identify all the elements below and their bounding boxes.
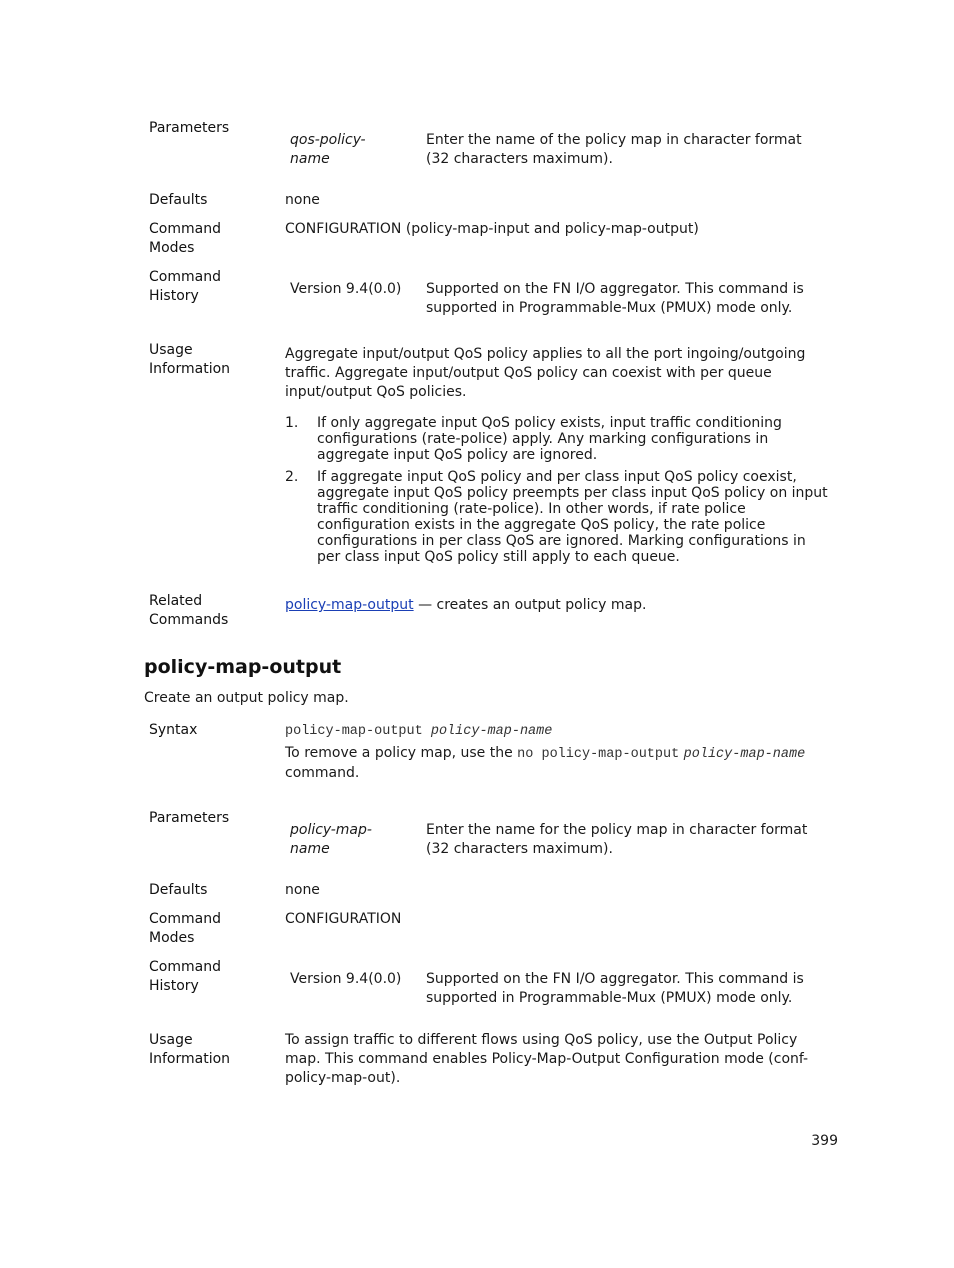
command-modes-value: CONFIGURATION (policy-map-input and policy-map-output) xyxy=(285,221,699,237)
section-intro: Create an output policy map. xyxy=(144,690,349,706)
syntax-command xyxy=(285,722,830,741)
list-item-number: 1. xyxy=(285,415,299,431)
list-item-text: If aggregate input QoS policy and per class input QoS policy coexist, aggregate input QoS policy preempts per class input QoS policy on input traffic conditioning (rate-police). In other words, if rate police configuration exists in the aggregate QoS policy, the rate police configurations in per class QoS are ignored. Marking configurations in per class input QoS policy still apply to each queue. xyxy=(317,469,828,565)
list-item-number: 2. xyxy=(285,469,299,485)
command-history-label: Command History xyxy=(149,269,221,304)
command-modes-label: Command Modes xyxy=(149,911,221,946)
remove-suffix: command. xyxy=(285,765,360,781)
syntax-cmd: policy-map-output xyxy=(285,724,423,739)
parameters-label: Parameters xyxy=(149,810,230,826)
related-description: — creates an output policy map. xyxy=(413,597,647,613)
defaults-label: Defaults xyxy=(149,882,208,898)
policy-map-output-link[interactable]: policy-map-output xyxy=(285,597,414,613)
param-description: Enter the name for the policy map in character format (32 characters maximum). xyxy=(426,822,808,857)
command-history-label: Command History xyxy=(149,959,221,994)
defaults-value: none xyxy=(285,192,320,208)
history-version: Version 9.4(0.0) xyxy=(290,971,402,987)
remove-prefix: To remove a policy map, use the xyxy=(285,745,513,761)
list-item xyxy=(285,415,830,463)
command-modes-value: CONFIGURATION xyxy=(285,911,402,927)
section-title: policy-map-output xyxy=(144,656,342,678)
syntax-label: Syntax xyxy=(149,722,198,738)
defaults-value: none xyxy=(285,882,320,898)
param-description: Enter the name of the policy map in character format (32 characters maximum). xyxy=(426,132,802,167)
defaults-label: Defaults xyxy=(149,192,208,208)
param-name: qos-policy-name xyxy=(290,132,366,167)
usage-paragraph: To assign traffic to different flows using QoS policy, use the Output Policy map. This command enables Policy-Map-Output Configuration mode (conf-policy-map-out). xyxy=(285,1032,809,1086)
remove-instruction xyxy=(285,744,830,783)
usage-list xyxy=(285,415,830,571)
remove-cmd: no policy-map-output xyxy=(517,747,680,762)
parameters-label: Parameters xyxy=(149,120,230,136)
usage-paragraph: Aggregate input/output QoS policy applies to all the port ingoing/outgoing traffic. Aggregate input/output QoS policy can coexist with per queue input/output QoS policies. xyxy=(285,346,806,400)
history-version: Version 9.4(0.0) xyxy=(290,281,402,297)
param-name: policy-map-name xyxy=(290,822,372,857)
history-description: Supported on the FN I/O aggregator. This command is supported in Programmable-Mux (PMUX) mode only. xyxy=(426,971,804,1006)
remove-arg: policy-map-name xyxy=(683,747,806,762)
page-number: 399 xyxy=(811,1133,838,1149)
history-description: Supported on the FN I/O aggregator. This command is supported in Programmable-Mux (PMUX) mode only. xyxy=(426,281,804,316)
command-modes-label: Command Modes xyxy=(149,221,221,256)
related-commands-label: Related Commands xyxy=(149,593,229,628)
list-item-text: If only aggregate input QoS policy exists, input traffic conditioning configurations (rate-police) apply. Any marking configurations in aggregate input QoS policy are ignored. xyxy=(317,415,782,463)
list-item xyxy=(285,469,830,565)
usage-information-label: Usage Information xyxy=(149,1032,231,1067)
syntax-arg: policy-map-name xyxy=(430,724,553,739)
usage-information-label: Usage Information xyxy=(149,342,231,377)
related-commands-value xyxy=(285,596,830,615)
